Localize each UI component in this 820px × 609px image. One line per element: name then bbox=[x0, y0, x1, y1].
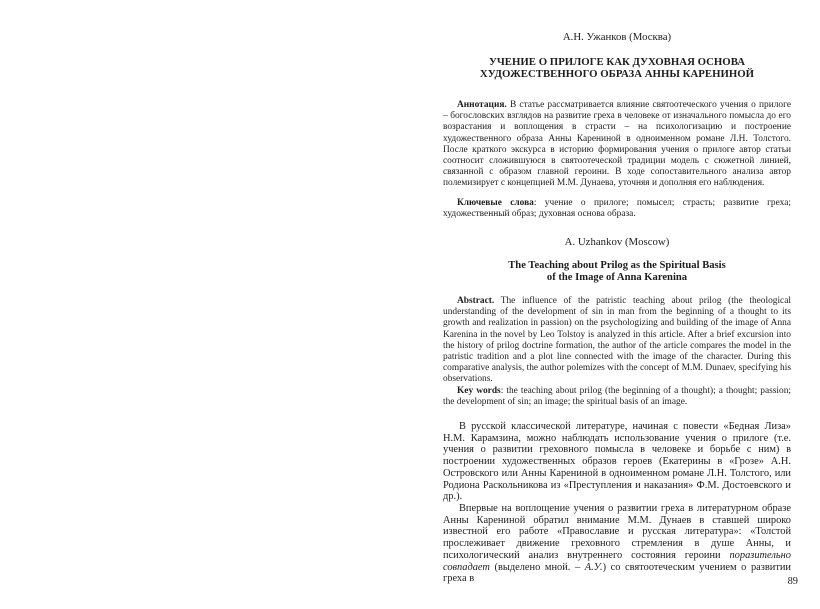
keywords-ru-text: : учение о прилоге; помысел; страсть; развитие греха; художественный образ; духовная основа образа. bbox=[443, 197, 791, 219]
article-title-ru-line1: УЧЕНИЕ О ПРИЛОГЕ КАК ДУХОВНАЯ ОСНОВА bbox=[488, 56, 746, 68]
body-paragraph-2 bbox=[443, 503, 791, 585]
keywords-en-text: : the teaching about prilog (the beginning of a thought); a thought; passion; the development of sin; an image; the spiritual basis of an image. bbox=[443, 385, 792, 407]
abstract-text: The influence of the patristic teaching about prilog (the theological understanding of the development of sin in man from the beginning of a thought to its growth and realization in passion) on the psychologizing and building of the image of Anna Karenina in the novel by Leo Tolstoy is analyzed in this article. After a brief excursion into the history of prilog doctrine formation, the author of the article compares the model in the patristic tradition and a plot line connected with the image of the character. During this comparative analysis, the author polemizes with the concept of M.M. Dunaev, specifying his observations. bbox=[443, 296, 791, 385]
abstract-label: Abstract. bbox=[457, 296, 495, 307]
article-title-en-line1: The Teaching about Prilog as the Spiritual Basis bbox=[508, 260, 726, 272]
keywords-en-paragraph bbox=[443, 386, 791, 408]
author-ru: А.Н. Ужанков (Москва) bbox=[562, 31, 672, 43]
body-paragraph-2-part2: (выделено мной. – bbox=[494, 561, 581, 573]
body-paragraph-1: В русской классической литературе, начиная с повести «Бедная Лиза» Н.М. Карамзина, можно наблюдать использование учения о прилоге (т.е. учения о развитии греховного помысла в человеке и борьбе с ним) в построении художественных образов героев (Екатерины в «Грозе» А.Н. Островского или Анны Карениной в одноименном романе Л.Н. Толстого, или Родиона Раскольникова из «Преступления и наказания» Ф.М. Достоевского и др.). bbox=[443, 421, 791, 503]
text-column bbox=[443, 28, 791, 585]
annotation-paragraph bbox=[443, 100, 791, 190]
body-paragraph-2-italic1: поразительно совпадает bbox=[443, 549, 791, 573]
keywords-en-label: Key words bbox=[457, 385, 501, 396]
body-paragraph-2-italic2: А.У. bbox=[584, 561, 603, 573]
body-paragraph-2-part1: Впервые на воплощение учения о развитии греха в литературном образе Анны Карениной обратил внимание М.М. Дунаев в ставшей широко известной его работе «Православие и русская литература»: «Толстой прослеживает движение греховного стремления в душе Анны, и психологический анализ внутреннего состояния героини bbox=[443, 502, 791, 561]
article-title-en-line2: of the Image of Anna Karenina bbox=[546, 271, 688, 283]
abstract-paragraph bbox=[443, 296, 791, 386]
keywords-ru-label: Ключевые слова bbox=[457, 197, 534, 208]
article-title-ru-line2: ХУДОЖЕСТВЕННОГО ОБРАЗА АННЫ КАРЕНИНОЙ bbox=[479, 67, 755, 80]
article-title-en bbox=[443, 260, 791, 283]
author-en: A. Uzhankov (Moscow) bbox=[564, 236, 670, 249]
annotation-label: Аннотация. bbox=[457, 100, 507, 110]
body-paragraph-2-part3: ) со святоотеческим учением о развитии греха в bbox=[443, 561, 791, 585]
article-title-ru bbox=[443, 57, 791, 80]
annotation-text: В статье рассматривается влияние святоотеческого учения о прилоге – богословских взглядов на развитие греха в человеке от изначального помысла до его возрастания и воплощения в страсти – на психологизацию и построение художественного образа Анны Карениной в одноименном романе Л.Н. Толстого. После краткого экскурса в историю формирования учения о прилоге автор статьи соотносит сложившуюся в святоотеческой традиции модель с сюжетной линией, связанной с образом главной героини. В ходе сопоставительного анализа автор полемизирует с концепцией М.М. Дунаева, уточняя и дополняя его наблюдения. bbox=[443, 100, 792, 189]
page-number: 89 bbox=[787, 576, 798, 587]
keywords-ru-paragraph bbox=[443, 198, 791, 220]
